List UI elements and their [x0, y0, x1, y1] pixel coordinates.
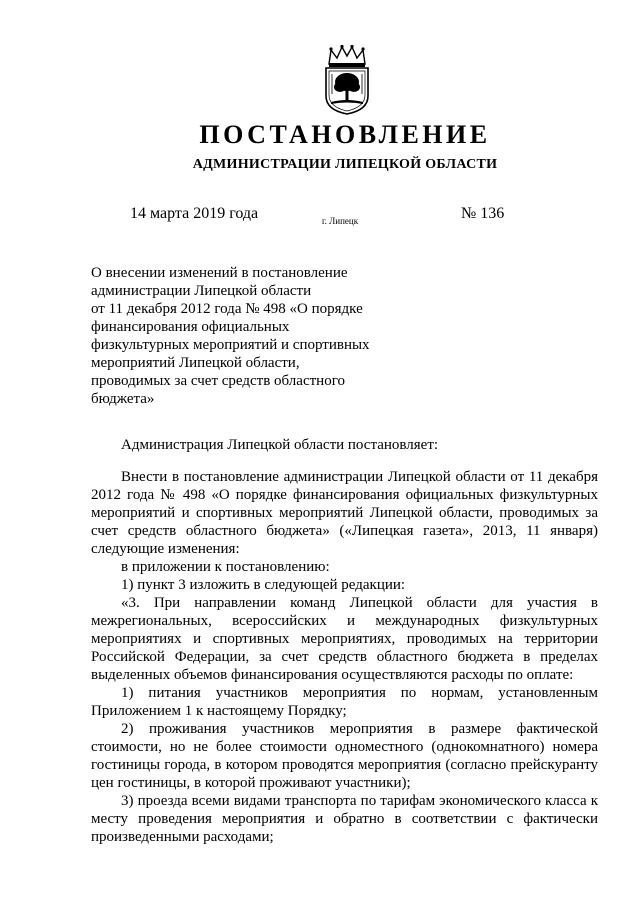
heading-line: бюджета» [91, 391, 155, 407]
decree-statement: Администрация Липецкой области постановляет: [121, 437, 439, 453]
body-paragraph: «3. При направлении команд Липецкой области для участия в межрегиональных, всероссийских и международных физкультурных мероприятиях и спортивных мероприятиях, проводимых на территории Российской Федерации, за счет средств областного бюджета в пределах выделенных объемов финансирования осуществляются расходы по оплате: [91, 595, 598, 683]
body-paragraph: 2) проживания участников мероприятия в размере фактической стоимости, но не более стоимости одноместного (однокомнатного) номера гостиницы города, в котором проводятся мероприятия (согласно прейскуранту цен гостиницы, в которой проживают участники); [91, 721, 598, 791]
document-place: г. Липецк [322, 216, 359, 226]
document-date: 14 марта 2019 года [130, 205, 259, 222]
heading-line: О внесении изменений в постановление [91, 265, 348, 281]
heading-line: физкультурных мероприятий и спортивных [91, 337, 370, 353]
body-paragraph: Внести в постановление администрации Липецкой области от 11 декабря 2012 года № 498 «О порядке финансирования официальных физкультурных мероприятий и спортивных мероприятий Липецкой области, проводимых за счет средств областного бюджета» («Липецкая газета», 2013, 11 января) следующие изменения: [91, 469, 598, 557]
body-paragraph: 1) питания участников мероприятия по нормам, установленным Приложением 1 к настоящему Порядку; [91, 685, 598, 719]
heading-line: от 11 декабря 2012 года № 498 «О порядке [91, 301, 363, 317]
body-paragraph: 1) пункт 3 изложить в следующей редакции: [121, 577, 406, 593]
coat-of-arms-icon [317, 44, 377, 116]
heading-line: администрации Липецкой области [91, 283, 312, 299]
issuing-authority: АДМИНИСТРАЦИИ ЛИПЕЦКОЙ ОБЛАСТИ [192, 157, 498, 172]
document-number: № 136 [461, 205, 505, 222]
document-body [91, 468, 598, 846]
heading-line: проводимых за счет средств областного [91, 373, 345, 389]
document-heading [91, 264, 391, 408]
heading-line: мероприятий Липецкой области, [91, 355, 300, 371]
body-paragraph: 3) проезда всеми видами транспорта по тарифам экономического класса к месту проведения мероприятия и обратно в соответствии с фактически произведенными расходами; [91, 793, 598, 845]
document-title: ПОСТАНОВЛЕНИЕ [199, 120, 491, 149]
heading-line: финансирования официальных [91, 319, 290, 335]
body-paragraph: в приложении к постановлению: [121, 559, 330, 575]
